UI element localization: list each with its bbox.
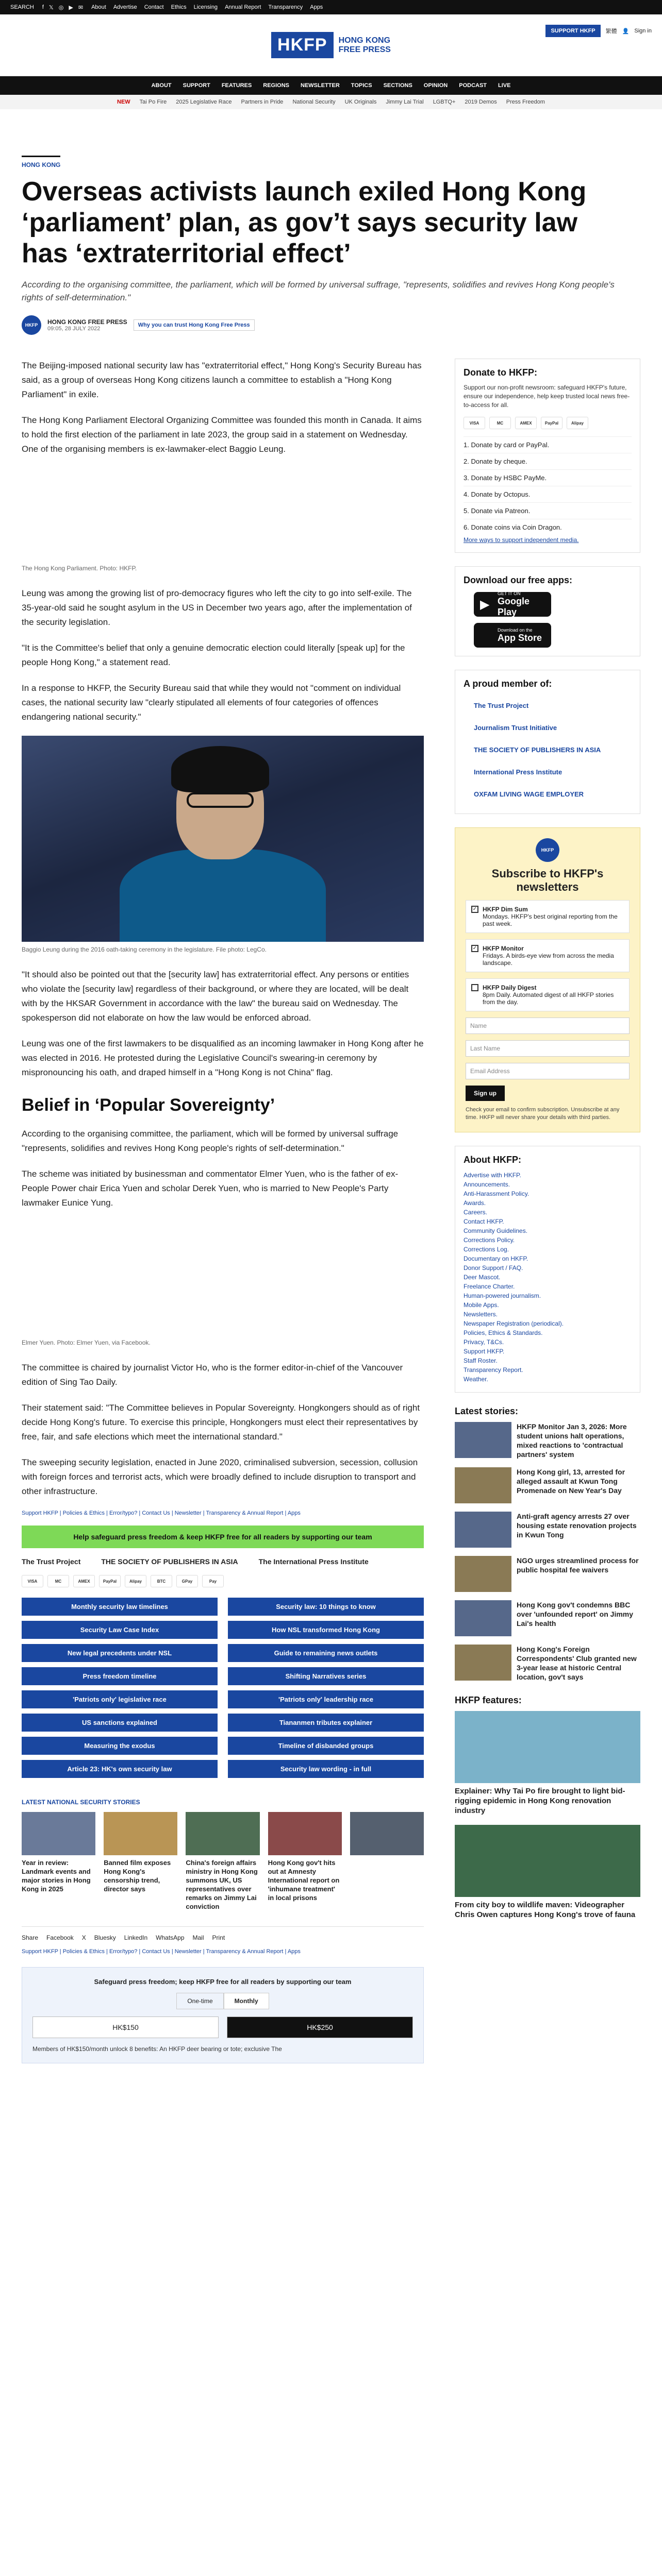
newsletter-option[interactable]: [466, 978, 630, 1011]
article-title: Overseas activists launch exiled Hong Kong ‘parliament’ plan, as gov’t says security law has ‘extraterritorial effect’: [22, 177, 587, 268]
story-title[interactable]: Hong Kong gov't hits out at Amnesty International report on 'inhumane treatment' in local prisons: [268, 1859, 340, 1902]
topic-button[interactable]: How NSL transformed Hong Kong: [228, 1621, 424, 1639]
utility-link[interactable]: Ethics: [171, 4, 187, 10]
share-linkedin[interactable]: LinkedIn: [124, 1934, 148, 1941]
topic-button[interactable]: New legal precedents under NSL: [22, 1644, 218, 1662]
about-link[interactable]: Policies, Ethics & Standards.: [464, 1329, 543, 1336]
story-thumbnail[interactable]: [455, 1467, 511, 1503]
payment-icon[interactable]: Alipay: [125, 1575, 146, 1587]
about-widget: [455, 1146, 640, 1393]
related-heading: LATEST NATIONAL SECURITY STORIES: [22, 1799, 140, 1806]
nav-item[interactable]: LIVE: [498, 82, 511, 89]
amount-options: [32, 2016, 413, 2038]
donate-option[interactable]: 2. Donate by cheque.: [464, 453, 632, 469]
about-link[interactable]: Careers.: [464, 1209, 488, 1216]
image-caption: The Hong Kong Parliament. Photo: HKFP.: [22, 565, 137, 572]
widget-title: About HKFP:: [464, 1155, 521, 1165]
sign-in-link[interactable]: Sign in: [634, 28, 652, 34]
about-links: [464, 1171, 632, 1384]
store-name: Google Play: [498, 596, 529, 617]
top-utility-bar: [0, 0, 662, 14]
payment-icon[interactable]: VISA: [464, 417, 485, 429]
monthly-tab[interactable]: Monthly: [224, 1993, 269, 2009]
mail-icon[interactable]: ✉: [78, 4, 84, 11]
about-link[interactable]: Awards.: [464, 1199, 486, 1207]
member-benefits: Members of HK$150/month unlock 8 benefits: An HKFP deer bearing or tote; exclusive The: [32, 2045, 282, 2053]
donate-widget: [455, 359, 640, 553]
about-link[interactable]: Corrections Policy.: [464, 1236, 515, 1244]
paragraph: The Hong Kong Parliament Electoral Organizing Committee was founded this month in Canada. It aims to hold the first election of the parliament in late 2023, the group said in a statement on Wednesday. One of the organising members is ex-lawmaker-elect Baggio Leung.: [22, 415, 422, 454]
topic-button[interactable]: Monthly security law timelines: [22, 1598, 218, 1616]
newsletter-note: Check your email to confirm subscription. Unsubscribe at any time. HKFP will never share your details with third parties.: [466, 1107, 620, 1121]
frequency-toggle: [32, 1993, 413, 2009]
newsletter-name: HKFP Dim Sum: [483, 906, 528, 913]
story-title[interactable]: Banned film exposes Hong Kong's censorship trend, director says: [104, 1859, 171, 1893]
about-link[interactable]: Advertise with HKFP.: [464, 1172, 521, 1179]
feature-image[interactable]: [455, 1825, 640, 1897]
trending-item[interactable]: Partners in Pride: [241, 99, 284, 105]
paragraph: The Beijing-imposed national security law has "extraterritorial effect," Hong Kong's Security Bureau has said, as a group of overseas Hong Kong citizens launch a committee to establish a "Hong Kong Parliament" in exile.: [22, 361, 422, 399]
trending-label: NEW: [117, 99, 130, 105]
store-caption: Download on the: [498, 627, 533, 633]
about-link[interactable]: Deer Mascot.: [464, 1274, 501, 1281]
share-print[interactable]: Print: [212, 1934, 225, 1941]
widget-title: A proud member of:: [464, 679, 552, 689]
donate-option[interactable]: 5. Donate via Patreon.: [464, 502, 632, 519]
newsletter-name: HKFP Daily Digest: [483, 984, 537, 991]
first-name-input[interactable]: Name: [466, 1018, 630, 1034]
sopa-logo[interactable]: THE SOCIETY OF PUBLISHERS IN ASIA: [101, 1557, 238, 1566]
utility-link[interactable]: Annual Report: [225, 4, 261, 10]
user-icon[interactable]: 👤: [622, 28, 630, 35]
feature-image[interactable]: [455, 1711, 640, 1783]
member-logo[interactable]: OXFAM LIVING WAGE EMPLOYER: [474, 790, 584, 798]
nav-item[interactable]: SECTIONS: [383, 82, 412, 89]
topic-button[interactable]: Press freedom timeline: [22, 1667, 218, 1685]
payment-icon[interactable]: AMEX: [73, 1575, 95, 1587]
youtube-icon[interactable]: ▶: [69, 4, 73, 11]
latest-list: [455, 1422, 640, 1682]
app-store-button[interactable]: [474, 623, 551, 648]
nav-item[interactable]: REGIONS: [263, 82, 290, 89]
latest-story[interactable]: [455, 1645, 640, 1682]
member-logo[interactable]: The Trust Project: [474, 702, 529, 709]
topic-button[interactable]: Security law wording - in full: [228, 1760, 424, 1778]
publish-date: 09:05, 28 JULY 2022: [47, 326, 101, 332]
image-caption: Elmer Yuen. Photo: Elmer Yuen, via Facebook.: [22, 1339, 151, 1346]
byline: [22, 315, 640, 335]
store-name: App Store: [498, 632, 542, 643]
story-title[interactable]: HKFP Monitor Jan 3, 2026: More student unions halt operations, mixed reactions to 'contractual partners' system: [517, 1422, 627, 1459]
payment-icon[interactable]: VISA: [22, 1575, 43, 1587]
newsletter-option[interactable]: [466, 939, 630, 972]
author-avatar: HKFP: [22, 315, 41, 335]
sidebar: [455, 359, 640, 2063]
topic-button[interactable]: Security law: 10 things to know: [228, 1598, 424, 1616]
story-thumbnail[interactable]: [22, 1812, 95, 1855]
share-bar: [22, 1926, 424, 1941]
last-name-input[interactable]: Last Name: [466, 1040, 630, 1057]
instagram-icon[interactable]: ◎: [58, 4, 64, 11]
language-toggle[interactable]: 繁體: [605, 28, 617, 35]
paragraph: Leung was among the growing list of pro-democracy figures who left the city to go into self-exile. The 35-year-old said he sought asylum in the US in December two years ago, after the implementation of the security legislation.: [22, 588, 412, 627]
author-name[interactable]: HONG KONG FREE PRESS: [47, 318, 127, 326]
paragraph: According to the organising committee, the parliament, which will be formed by universal suffrage "represents, solidifies and revives Hong Kong people's rights of self-determination.": [22, 1129, 399, 1153]
share-bluesky[interactable]: Bluesky: [94, 1934, 116, 1941]
embedded-image: [22, 468, 424, 561]
latest-story[interactable]: [455, 1422, 640, 1459]
email-input[interactable]: Email Address: [466, 1063, 630, 1079]
story-thumbnail[interactable]: [455, 1422, 511, 1458]
about-link[interactable]: Staff Roster.: [464, 1357, 498, 1364]
donation-heading: Safeguard press freedom; keep HKFP free for all readers by supporting our team: [94, 1978, 352, 1986]
nav-item[interactable]: SUPPORT: [183, 82, 210, 89]
about-link[interactable]: Human-powered journalism.: [464, 1292, 541, 1299]
trust-project-logo[interactable]: The Trust Project: [22, 1557, 81, 1566]
logo-line: HONG KONG: [338, 36, 391, 45]
topic-button[interactable]: Security Law Case Index: [22, 1621, 218, 1639]
member-logo[interactable]: International Press Institute: [474, 768, 562, 776]
store-caption: GET IT ON: [498, 591, 521, 596]
nav-item[interactable]: PODCAST: [459, 82, 487, 89]
x-icon[interactable]: 𝕏: [48, 4, 54, 11]
payment-icon[interactable]: PayPal: [541, 417, 562, 429]
trending-item[interactable]: 2019 Demos: [465, 99, 497, 105]
facebook-icon[interactable]: f: [42, 4, 44, 10]
amount-option[interactable]: HK$250: [227, 2016, 413, 2038]
related-story[interactable]: [104, 1812, 177, 1911]
topic-button[interactable]: Measuring the exodus: [22, 1737, 218, 1755]
site-header: [0, 14, 662, 76]
donate-option[interactable]: 1. Donate by card or PayPal.: [464, 436, 632, 453]
google-play-button[interactable]: [474, 592, 551, 617]
trending-item[interactable]: LGBTQ+: [433, 99, 456, 105]
article-body: [22, 359, 424, 2063]
related-story[interactable]: [22, 1812, 95, 1911]
nav-item[interactable]: OPINION: [423, 82, 448, 89]
related-stories: [22, 1812, 424, 1911]
trending-item[interactable]: UK Originals: [344, 99, 377, 105]
payment-icon[interactable]: AMEX: [515, 417, 537, 429]
paragraph: The scheme was initiated by businessman and commentator Elmer Yuen, who is the father of ex-People Power chair Erica Yuen and scholar Derek Yuen, who is married to New People's Party lawmaker Eunice Yung.: [22, 1169, 399, 1208]
nav-item[interactable]: NEWSLETTER: [301, 82, 340, 89]
utility-link[interactable]: Advertise: [113, 4, 137, 10]
about-link[interactable]: Weather.: [464, 1376, 488, 1383]
about-link[interactable]: Anti-Harassment Policy.: [464, 1190, 529, 1197]
widget-title: Donate to HKFP:: [464, 367, 537, 378]
footer-support-links[interactable]: Support HKFP | Policies & Ethics | Error/typo? | Contact Us | Newsletter | Transparency & Annual Report | Apps: [22, 1948, 301, 1955]
share-x[interactable]: X: [81, 1934, 86, 1941]
related-story[interactable]: [350, 1812, 424, 1911]
trust-badge[interactable]: Why you can trust Hong Kong Free Press: [134, 319, 255, 331]
logo-mark: HKFP: [271, 32, 334, 58]
latest-story[interactable]: [455, 1556, 640, 1592]
about-link[interactable]: Support HKFP.: [464, 1348, 505, 1355]
topic-grid: [22, 1598, 424, 1778]
about-link[interactable]: Documentary on HKFP.: [464, 1255, 528, 1262]
feature-card[interactable]: [455, 1711, 640, 1816]
newsletter-option[interactable]: [466, 900, 630, 933]
widget-title: HKFP features:: [455, 1695, 522, 1705]
widget-title: Download our free apps:: [464, 575, 573, 585]
topic-button[interactable]: Shifting Narratives series: [228, 1667, 424, 1685]
checkbox[interactable]: ✓: [471, 906, 478, 913]
related-story[interactable]: [268, 1812, 342, 1911]
support-button[interactable]: SUPPORT HKFP: [545, 25, 600, 37]
about-link[interactable]: Community Guidelines.: [464, 1227, 528, 1234]
share-facebook[interactable]: Facebook: [46, 1934, 74, 1941]
about-link[interactable]: Corrections Log.: [464, 1246, 509, 1253]
latest-story[interactable]: [455, 1600, 640, 1636]
support-banner[interactable]: Help safeguard press freedom & keep HKFP free for all readers by supporting our team: [22, 1526, 424, 1548]
story-thumbnail[interactable]: [268, 1812, 342, 1855]
utility-link[interactable]: About: [91, 4, 106, 10]
related-story[interactable]: [186, 1812, 259, 1911]
article-kicker[interactable]: HONG KONG: [22, 156, 60, 168]
main-nav: [0, 76, 662, 95]
donate-option[interactable]: 3. Donate by HSBC PayMe.: [464, 469, 632, 486]
member-logo[interactable]: Journalism Trust Initiative: [474, 724, 557, 732]
play-icon: ▶: [480, 598, 490, 612]
newsletter-widget: [455, 827, 640, 1132]
nav-item[interactable]: ABOUT: [151, 82, 172, 89]
donation-box: [22, 1967, 424, 2063]
story-thumbnail[interactable]: [455, 1645, 511, 1681]
paragraph: "It should also be pointed out that the [security law] has extraterritorial effect. Any persons or entities who violate the [security law] regardless of their background, or where they are located, will be dealt with by the HKSAR Government in accordance with the law" the bureau said on Wednesday. The spokesperson did not elaborate on how the law would be enforced abroad.: [22, 970, 409, 1023]
about-link[interactable]: Contact HKFP.: [464, 1218, 504, 1225]
about-link[interactable]: Mobile Apps.: [464, 1301, 499, 1309]
section-heading: Belief in ‘Popular Sovereignty’: [22, 1095, 275, 1115]
story-thumbnail[interactable]: [186, 1812, 259, 1855]
feature-title[interactable]: From city boy to wildlife maven: Videographer Chris Owen captures Hong Kong's trove of fauna: [455, 1901, 636, 1919]
newsletter-title: Subscribe to HKFP's newsletters: [491, 867, 604, 893]
widget-title: Latest stories:: [455, 1406, 519, 1416]
story-title[interactable]: Year in review: Landmark events and major stories in Hong Kong in 2025: [22, 1859, 91, 1893]
story-thumbnail[interactable]: [455, 1600, 511, 1636]
newsletter-name: HKFP Monitor: [483, 945, 524, 952]
sign-up-button[interactable]: Sign up: [466, 1086, 505, 1101]
donate-intro: Support our non-profit newsroom: safeguard HKFP's future, ensure our independence, help keep trusted local news free-to-access for all.: [464, 384, 630, 409]
article-photo: [22, 736, 424, 942]
story-title[interactable]: NGO urges streamlined process for public hospital fee waivers: [517, 1556, 639, 1574]
about-link[interactable]: Privacy, T&Cs.: [464, 1338, 504, 1346]
newsletter-desc: Fridays. A birds-eye view from across the media landscape.: [483, 952, 614, 967]
payment-methods: [22, 1575, 424, 1587]
page-container: [22, 109, 640, 2063]
trending-item[interactable]: Jimmy Lai Trial: [386, 99, 424, 105]
topic-button[interactable]: Article 23: HK's own security law: [22, 1760, 218, 1778]
newsletter-desc: 8pm Daily. Automated digest of all HKFP stories from the day.: [483, 991, 614, 1006]
article-subtitle: According to the organising committee, the parliament, which will be formed by universal suffrage, "represents, solidifies and revives Hong Kong people's rights of self-determination.": [22, 280, 615, 302]
story-thumbnail[interactable]: [350, 1812, 424, 1855]
about-link[interactable]: Freelance Charter.: [464, 1283, 515, 1290]
payment-icon[interactable]: MC: [489, 417, 511, 429]
topic-button[interactable]: Tiananmen tributes explainer: [228, 1714, 424, 1732]
utility-link[interactable]: Licensing: [193, 4, 218, 10]
payment-icon[interactable]: Alipay: [567, 417, 588, 429]
about-link[interactable]: Donor Support / FAQ.: [464, 1264, 523, 1272]
paragraph: Leung was one of the first lawmakers to be disqualified as an incoming lawmaker in Hong Kong after he was elected in 2016. He protested during the Legislative Council's swearing-in ceremony by mispronouncing his oath, and draped himself in a "Hong Kong is not China" flag.: [22, 1039, 424, 1077]
story-title[interactable]: Anti-graft agency arrests 27 over housing estate renovation projects in Kwun Tong: [517, 1512, 637, 1539]
features-widget: [455, 1695, 640, 1920]
hkfp-logo-icon: HKFP: [536, 838, 559, 862]
paragraph: In a response to HKFP, the Security Bureau said that while they would not "comment on individual cases, the national security law "clearly stipulated all elements of four categories of offences endangering national security.": [22, 683, 401, 722]
ipi-logo[interactable]: The International Press Institute: [258, 1557, 369, 1566]
newsletter-desc: Mondays. HKFP's best original reporting from the past week.: [483, 913, 618, 927]
paragraph: "It is the Committee's belief that only a genuine democratic election could literally [speak up] for the people Hong Kong," a statement read.: [22, 643, 405, 667]
site-logo[interactable]: [271, 32, 391, 58]
checkbox[interactable]: ✓: [471, 945, 478, 952]
story-thumbnail[interactable]: [455, 1556, 511, 1592]
trending-bar: [0, 95, 662, 109]
topic-button[interactable]: 'Patriots only' leadership race: [228, 1690, 424, 1708]
story-title[interactable]: Hong Kong girl, 13, arrested for alleged assault at Kwun Tong Promenade on New Year's Day: [517, 1468, 625, 1495]
payment-icon[interactable]: PayPal: [99, 1575, 121, 1587]
search-link[interactable]: SEARCH: [10, 4, 34, 10]
payment-icon[interactable]: Pay: [202, 1575, 224, 1587]
logo-line: FREE PRESS: [338, 45, 391, 54]
story-title[interactable]: China's foreign affairs ministry in Hong Kong summons UK, US representatives over remarks on Jimmy Lai conviction: [186, 1859, 258, 1910]
content-columns: [22, 359, 640, 2063]
payment-icon[interactable]: BTC: [151, 1575, 172, 1587]
about-link[interactable]: Newspaper Registration (periodical).: [464, 1320, 564, 1327]
payment-icon[interactable]: GPay: [176, 1575, 198, 1587]
trending-item[interactable]: Press Freedom: [506, 99, 545, 105]
paragraph: The committee is chaired by journalist Victor Ho, who is the former editor-in-chief of the Vancouver edition of Sing Tao Daily.: [22, 1363, 403, 1387]
paragraph: The sweeping security legislation, enacted in June 2020, criminalised subversion, secession, collusion with foreign forces and terrorist acts, which were broadly defined to include disruption to transport and other infrastructure.: [22, 1458, 418, 1496]
story-thumbnail[interactable]: [104, 1812, 177, 1855]
utility-link[interactable]: Apps: [310, 4, 323, 10]
donate-options: [464, 436, 632, 535]
utility-link[interactable]: Contact: [144, 4, 164, 10]
utility-links: [91, 4, 323, 10]
story-thumbnail[interactable]: [455, 1512, 511, 1548]
nav-item[interactable]: TOPICS: [351, 82, 372, 89]
amount-option[interactable]: HK$150: [32, 2016, 219, 2038]
latest-widget: [455, 1406, 640, 1682]
story-title[interactable]: Hong Kong gov't condemns BBC over 'unfounded report' on Jimmy Lai's health: [517, 1601, 634, 1628]
partner-logos: [22, 1557, 424, 1566]
footer-support-links[interactable]: Support HKFP | Policies & Ethics | Error/typo? | Contact Us | Newsletter | Transparency & Annual Report | Apps: [22, 1510, 301, 1516]
utility-link[interactable]: Transparency: [268, 4, 303, 10]
topic-button[interactable]: 'Patriots only' legislative race: [22, 1690, 218, 1708]
topic-button[interactable]: Guide to remaining news outlets: [228, 1644, 424, 1662]
story-title[interactable]: Hong Kong's Foreign Correspondents' Club granted new 3-year lease at historic Central location, gov't says: [517, 1645, 637, 1681]
topic-button[interactable]: US sanctions explained: [22, 1714, 218, 1732]
about-link[interactable]: Announcements.: [464, 1181, 510, 1188]
trending-item[interactable]: Tai Po Fire: [139, 99, 167, 105]
latest-story[interactable]: [455, 1467, 640, 1503]
image-caption: Baggio Leung during the 2016 oath-taking ceremony in the legislature. File photo: LegCo.: [22, 946, 267, 953]
trending-item[interactable]: 2025 Legislative Race: [176, 99, 232, 105]
nav-item[interactable]: FEATURES: [221, 82, 252, 89]
share-label: Share: [22, 1934, 39, 1941]
share-mail[interactable]: Mail: [192, 1934, 204, 1941]
paragraph: Their statement said: "The Committee believes in Popular Sovereignty. Hongkongers should as of right decide Hong Kong's future. To exercise this principle, Hongkongers must elect their representatives by free, fair, and safe elections which meet the international standard.": [22, 1403, 420, 1442]
payment-icon[interactable]: MC: [47, 1575, 69, 1587]
feature-title[interactable]: Explainer: Why Tai Po fire brought to light bid-rigging epidemic in Hong Kong renovation industry: [455, 1787, 625, 1815]
embedded-image: [22, 1222, 424, 1335]
about-link[interactable]: Newsletters.: [464, 1311, 498, 1318]
donate-option[interactable]: 4. Donate by Octopus.: [464, 486, 632, 502]
social-icons: [42, 4, 83, 11]
member-logo[interactable]: THE SOCIETY OF PUBLISHERS IN ASIA: [474, 746, 601, 754]
membership-widget: [455, 670, 640, 814]
apps-widget: [455, 566, 640, 656]
checkbox[interactable]: [471, 984, 478, 991]
payment-methods: [464, 417, 632, 429]
donate-option[interactable]: 6. Donate coins via Coin Dragon.: [464, 519, 632, 535]
share-whatsapp[interactable]: WhatsApp: [156, 1934, 185, 1941]
one-time-tab[interactable]: One-time: [176, 1993, 223, 2009]
feature-card[interactable]: [455, 1825, 640, 1920]
more-ways-link[interactable]: More ways to support independent media.: [464, 536, 579, 544]
topic-button[interactable]: Timeline of disbanded groups: [228, 1737, 424, 1755]
about-link[interactable]: Transparency Report.: [464, 1366, 523, 1374]
latest-story[interactable]: [455, 1512, 640, 1548]
trending-item[interactable]: National Security: [292, 99, 336, 105]
